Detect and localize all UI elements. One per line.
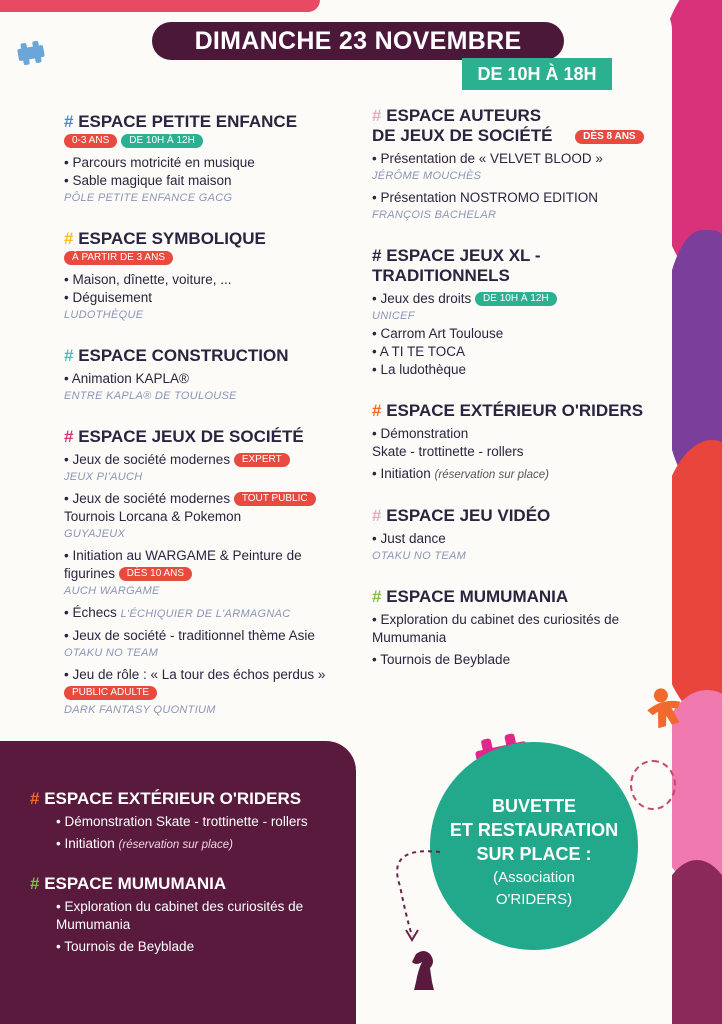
buvette-title: ET RESTAURATION xyxy=(449,820,619,840)
section-title: ESPACE EXTÉRIEUR O'RIDERS xyxy=(44,789,302,808)
right-column xyxy=(372,106,662,691)
dashed-arrow-decoration xyxy=(366,846,446,946)
source-label: AUCH WARGAME xyxy=(64,585,160,597)
note: (réservation sur place) xyxy=(434,469,549,481)
source-label: ENTRE KAPLA® DE TOULOUSE xyxy=(64,390,237,402)
section-title: ESPACE MUMUMANIA xyxy=(386,587,569,606)
list-item: • Jeux de société - traditionnel thème Asie xyxy=(64,628,315,643)
list-item: • Sable magique fait maison xyxy=(64,173,232,188)
list-item: • Présentation de « VELVET BLOOD » xyxy=(372,151,603,166)
list-item: • Animation KAPLA® xyxy=(64,371,189,386)
hours-banner: DE 10H À 18H xyxy=(462,58,612,90)
left-column xyxy=(64,112,358,741)
chess-knight-icon xyxy=(408,946,438,992)
list-item: • Jeux de société modernes EXPERT xyxy=(64,451,358,469)
source-label: GUYAJEUX xyxy=(64,528,126,540)
source-label: JEUX PI'AUCH xyxy=(64,471,143,483)
meeple-icon xyxy=(643,686,685,728)
audience-badge: PUBLIC ADULTE xyxy=(64,686,157,700)
source-label: LUDOTHÈQUE xyxy=(64,309,144,321)
list-item: • Maison, dînette, voiture, ... xyxy=(64,272,232,287)
time-badge: DE 10H À 12H xyxy=(475,292,557,306)
source-label: L'ÉCHIQUIER DE L'ARMAGNAC xyxy=(120,608,291,620)
buvette-organizer: (Association xyxy=(493,869,575,886)
section-title: TRADITIONNELS xyxy=(372,266,510,285)
section-title: DE JEUX DE SOCIÉTÉ xyxy=(372,126,553,145)
age-badge: DÈS 8 ANS xyxy=(575,130,643,144)
list-item: • Déguisement xyxy=(64,290,153,305)
list-item: • Jeux de société modernes TOUT PUBLIC xyxy=(64,490,358,508)
puzzle-piece-icon xyxy=(12,38,50,68)
section-title: ESPACE JEUX DE SOCIÉTÉ xyxy=(78,427,304,446)
age-badge: DÈS 10 ANS xyxy=(119,567,192,581)
section-exterieur: # ESPACE EXTÉRIEUR O'RIDERS • Démonstration Skate - trottinette - rollers • Initiation (réservation sur place) xyxy=(372,401,662,484)
list-item: Tournois Lorcana & Pokemon xyxy=(64,509,242,524)
section-jeu-video: # ESPACE JEU VIDÉO • Just dance OTAKU NO TEAM xyxy=(372,506,662,565)
list-item: • Tournois de Beyblade xyxy=(56,939,195,954)
section-symbolique: # ESPACE SYMBOLIQUE À PARTIR DE 3 ANS • Maison, dînette, voiture, ... • Déguisement LUDOTHÈQUE xyxy=(64,229,358,324)
section-title: ESPACE AUTEURS xyxy=(386,106,542,125)
section-title: ESPACE PETITE ENFANCE xyxy=(78,112,298,131)
source-label: FRANÇOIS BACHELAR xyxy=(372,209,497,221)
buvette-title: BUVETTE xyxy=(491,796,576,816)
buvette-title: SUR PLACE : xyxy=(476,844,592,864)
section-title: ESPACE SYMBOLIQUE xyxy=(78,229,266,248)
list-item: • A TI TE TOCA xyxy=(372,344,466,359)
list-item: • La ludothèque xyxy=(372,362,467,377)
list-item: • Tournois de Beyblade xyxy=(372,652,511,667)
list-item: • Carrom Art Toulouse xyxy=(372,326,504,341)
source-label: DARK FANTASY QUONTIUM xyxy=(64,704,216,716)
list-item: figurines DÈS 10 ANS xyxy=(64,565,358,583)
section-title: ESPACE EXTÉRIEUR O'RIDERS xyxy=(386,401,644,420)
section-petite-enfance: # ESPACE PETITE ENFANCE 0-3 ANS DE 10H À 12H • Parcours motricité en musique • Sable magique fait maison PÔLE PETITE ENFANCE GACG xyxy=(64,112,358,207)
source-label: JÉRÔME MOUCHÈS xyxy=(372,170,482,182)
page-title: DIMANCHE 23 NOVEMBRE xyxy=(152,22,564,60)
section-title: ESPACE JEUX XL - xyxy=(386,246,541,265)
section-mumumania-panel: # ESPACE MUMUMANIA • Exploration du cabinet des curiosités de Mumumania • Tournois de Beyblade xyxy=(30,874,340,956)
list-item: Skate - trottinette - rollers xyxy=(372,444,524,459)
section-mumumania: # ESPACE MUMUMANIA • Exploration du cabinet des curiosités de Mumumania • Tournois de Beyblade xyxy=(372,587,662,669)
list-item: • Jeux des droits DE 10H À 12H xyxy=(372,290,662,308)
section-auteurs: # ESPACE AUTEURS DE JEUX DE SOCIÉTÉ DÈS 8 ANS • Présentation de « VELVET BLOOD » JÉRÔME MOUCHÈS • Présentation NOSTROMO EDITION FRANÇOIS BACHELAR xyxy=(372,106,662,224)
list-item: • Initiation (réservation sur place) xyxy=(372,466,549,481)
level-badge: EXPERT xyxy=(234,453,290,467)
time-badge: DE 10H À 12H xyxy=(121,134,203,148)
list-item: • Parcours motricité en musique xyxy=(64,155,255,170)
level-badge: TOUT PUBLIC xyxy=(234,492,316,506)
list-item: • Présentation NOSTROMO EDITION xyxy=(372,190,599,205)
source-label: OTAKU NO TEAM xyxy=(64,647,159,659)
list-item: • Just dance xyxy=(372,531,446,546)
list-item: • Initiation (réservation sur place) xyxy=(56,836,233,851)
list-item: • Exploration du cabinet des curiosités de xyxy=(372,612,620,627)
list-item: • Jeu de rôle : « La tour des échos perdus » xyxy=(64,667,326,682)
section-jeux-xl: # ESPACE JEUX XL - TRADITIONNELS • Jeux des droits DE 10H À 12H UNICEF • Carrom Art Toulouse • A TI TE TOCA • La ludothèque xyxy=(372,246,662,379)
section-title: ESPACE CONSTRUCTION xyxy=(78,346,289,365)
age-badge: À PARTIR DE 3 ANS xyxy=(64,251,173,265)
top-decoration xyxy=(0,0,320,12)
list-item: • Échecs L'ÉCHIQUIER DE L'ARMAGNAC xyxy=(64,605,291,620)
source-label: OTAKU NO TEAM xyxy=(372,550,467,562)
list-item: Mumumania xyxy=(372,630,447,645)
section-title: ESPACE JEU VIDÉO xyxy=(386,506,551,525)
list-item: • Initiation au WARGAME & Peinture de xyxy=(64,548,302,563)
source-label: PÔLE PETITE ENFANCE GACG xyxy=(64,192,233,204)
age-badge: 0-3 ANS xyxy=(64,134,117,148)
buvette-organizer: O'RIDERS) xyxy=(495,891,573,908)
section-jeux-de-societe: # ESPACE JEUX DE SOCIÉTÉ • Jeux de société modernes EXPERT JEUX PI'AUCH • Jeux de société modernes TOUT PUBLIC Tournois Lorcana & Pokemon GUYAJEUX • Initiation au WARGAME & Peinture de figurines DÈS 10 ANS AUCH WARGAME • Échecs L'ÉCHIQUIER DE L'ARMAGNAC • Jeux de société - traditionnel thème Asie OTAKU NO TEAM • Jeu de rôle : « La tour des échos perdus » PUBLIC ADULTE DARK FANTASY QUONTIUM xyxy=(64,427,358,719)
source-label: UNICEF xyxy=(372,310,415,322)
list-item: • Démonstration xyxy=(372,426,469,441)
list-item: • Démonstration Skate - trottinette - rollers xyxy=(56,814,308,829)
list-item: Mumumania xyxy=(56,917,131,932)
note: (réservation sur place) xyxy=(118,839,233,851)
section-exterieur-panel: # ESPACE EXTÉRIEUR O'RIDERS • Démonstration Skate - trottinette - rollers • Initiation (réservation sur place) xyxy=(30,789,340,854)
section-title: ESPACE MUMUMANIA xyxy=(44,874,227,893)
section-construction: # ESPACE CONSTRUCTION • Animation KAPLA® ENTRE KAPLA® DE TOULOUSE xyxy=(64,346,358,405)
list-item: • Exploration du cabinet des curiosités de xyxy=(56,899,304,914)
buvette-circle xyxy=(430,742,638,950)
bottom-panel xyxy=(0,741,356,1024)
